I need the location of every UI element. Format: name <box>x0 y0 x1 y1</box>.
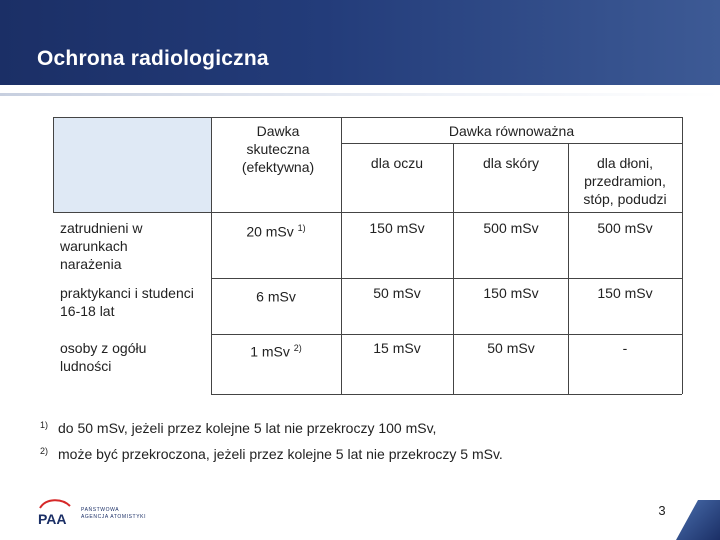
skin-dose-value: 150 mSv <box>483 285 539 301</box>
footnote-marker: 2) <box>293 343 302 353</box>
eye-dose-value: 50 mSv <box>373 285 421 301</box>
table-border-header-bottom <box>53 212 211 213</box>
table-divider-equivalent <box>341 117 342 394</box>
paa-logo <box>36 498 176 528</box>
paa-logo-icon <box>36 498 76 528</box>
table-row-divider-1 <box>211 212 682 213</box>
footnote-text: do 50 mSv, jeżeli przez kolejne 5 lat nie przekroczy 100 mSv, <box>58 420 437 436</box>
table-corner-cell <box>53 118 211 212</box>
row-label: zatrudnieni w warunkach narażenia <box>60 220 143 272</box>
header-equivalent-dose: Dawka równoważna <box>448 123 575 139</box>
effective-dose-text: 6 mSv <box>256 288 296 305</box>
effective-dose-value <box>214 284 338 306</box>
subheader-eye: dla oczu <box>370 155 424 171</box>
footnote-2 <box>40 442 503 468</box>
skin-dose-value: 50 mSv <box>487 340 535 356</box>
footnote-mark: 1) <box>40 420 49 430</box>
row-label: osoby z ogółu ludności <box>60 340 147 374</box>
corner-decoration <box>676 500 720 540</box>
table-border-left-header <box>53 117 54 212</box>
table-divider-effective <box>211 117 212 394</box>
subheader-skin: dla skóry <box>482 155 540 171</box>
logo-text-line2: AGENCJA ATOMISTYKI <box>81 514 147 520</box>
eye-dose-value: 15 mSv <box>373 340 421 356</box>
skin-dose-value: 500 mSv <box>483 220 539 236</box>
header-effective-dose: Dawka skuteczna (efektywna) <box>241 123 315 175</box>
hands-dose-value: 500 mSv <box>597 220 653 236</box>
table-row-divider-3 <box>211 334 682 335</box>
footnotes <box>40 416 503 468</box>
table-border-right <box>682 117 683 394</box>
table-border-bottom <box>211 394 682 395</box>
logo-text-line1: PAŃSTWOWA <box>81 507 120 513</box>
table-divider-skin-hands <box>568 143 569 394</box>
effective-dose-value <box>214 339 338 361</box>
effective-dose-text: 1 mSv <box>250 343 290 360</box>
eye-dose-value: 150 mSv <box>369 220 425 236</box>
effective-dose-value <box>214 219 338 241</box>
footnote-1 <box>40 416 503 442</box>
page-number: 3 <box>658 503 666 518</box>
subheader-hands: dla dłoni, przedramion, stóp, podudzi <box>583 155 667 207</box>
page-title: Ochrona radiologiczna <box>37 47 269 70</box>
logo-letters: PAA <box>38 511 67 527</box>
table-divider-subheader <box>341 143 682 144</box>
footnote-marker: 1) <box>297 223 306 233</box>
footnote-text: może być przekroczona, jeżeli przez kolejne 5 lat nie przekroczy 5 mSv. <box>58 446 503 462</box>
effective-dose-text: 20 mSv <box>246 223 294 240</box>
hands-dose-value: - <box>622 340 628 356</box>
hands-dose-value: 150 mSv <box>597 285 653 301</box>
table-border-top <box>53 117 682 118</box>
table-divider-eye-skin <box>453 143 454 394</box>
table-row-divider-2 <box>211 278 682 279</box>
footnote-mark: 2) <box>40 446 49 456</box>
row-label: praktykanci i studenci 16-18 lat <box>60 285 194 319</box>
